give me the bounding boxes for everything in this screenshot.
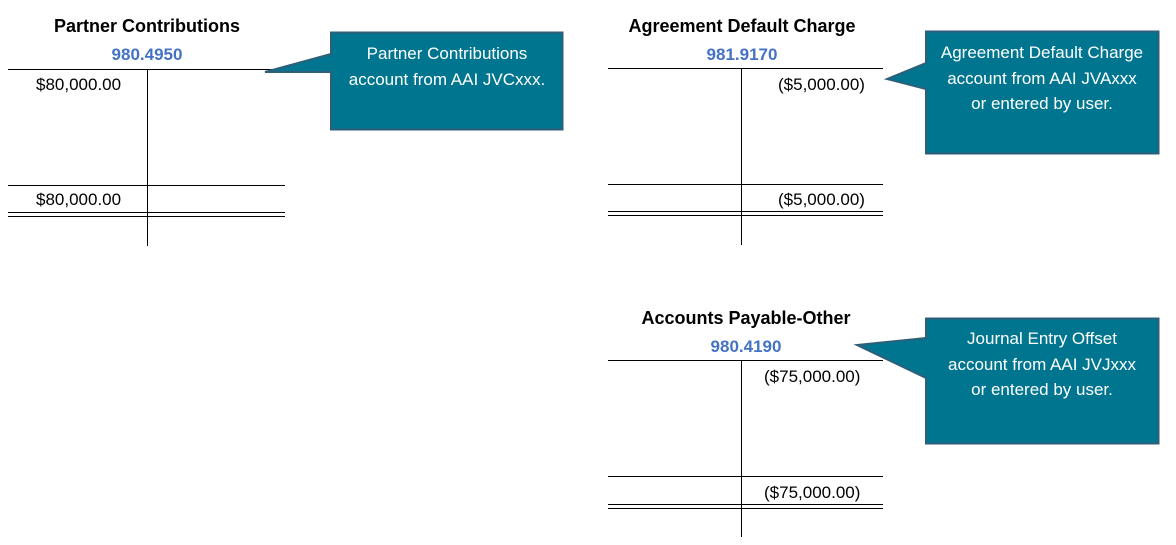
account-number: 980.4190 — [710, 337, 782, 356]
total-line — [608, 476, 883, 477]
callout-text: Journal Entry Offset account from AAI JVJxxx or entered by user. — [947, 329, 1136, 399]
double-underline-top — [608, 504, 883, 505]
double-underline-bottom — [608, 508, 883, 509]
credit-total: ($5,000.00) — [778, 190, 865, 209]
callout-text: Agreement Default Charge account from AAI JVAxxx or entered by user. — [940, 43, 1144, 113]
t-top-line — [608, 360, 883, 361]
account-number: 981.9170 — [706, 45, 778, 64]
account-title: Accounts Payable-Other — [641, 308, 851, 328]
account-title: Agreement Default Charge — [628, 16, 856, 36]
callout-agreement-default-charge — [886, 31, 1161, 156]
callout-text: Partner Contributions account from AAI JVCxxx. — [348, 44, 546, 89]
callout-accounts-payable-other — [856, 318, 1161, 446]
credit-entry: ($75,000.00) — [764, 367, 861, 386]
credit-entry: ($5,000.00) — [778, 75, 865, 94]
debit-entry: $80,000.00 — [36, 75, 122, 94]
debit-total: $80,000.00 — [36, 190, 122, 209]
account-number: 980.4950 — [111, 45, 183, 64]
account-title: Partner Contributions — [53, 16, 240, 36]
t-center-line — [741, 360, 742, 537]
callout-partner-contributions — [264, 32, 564, 132]
credit-total: ($75,000.00) — [764, 483, 861, 502]
